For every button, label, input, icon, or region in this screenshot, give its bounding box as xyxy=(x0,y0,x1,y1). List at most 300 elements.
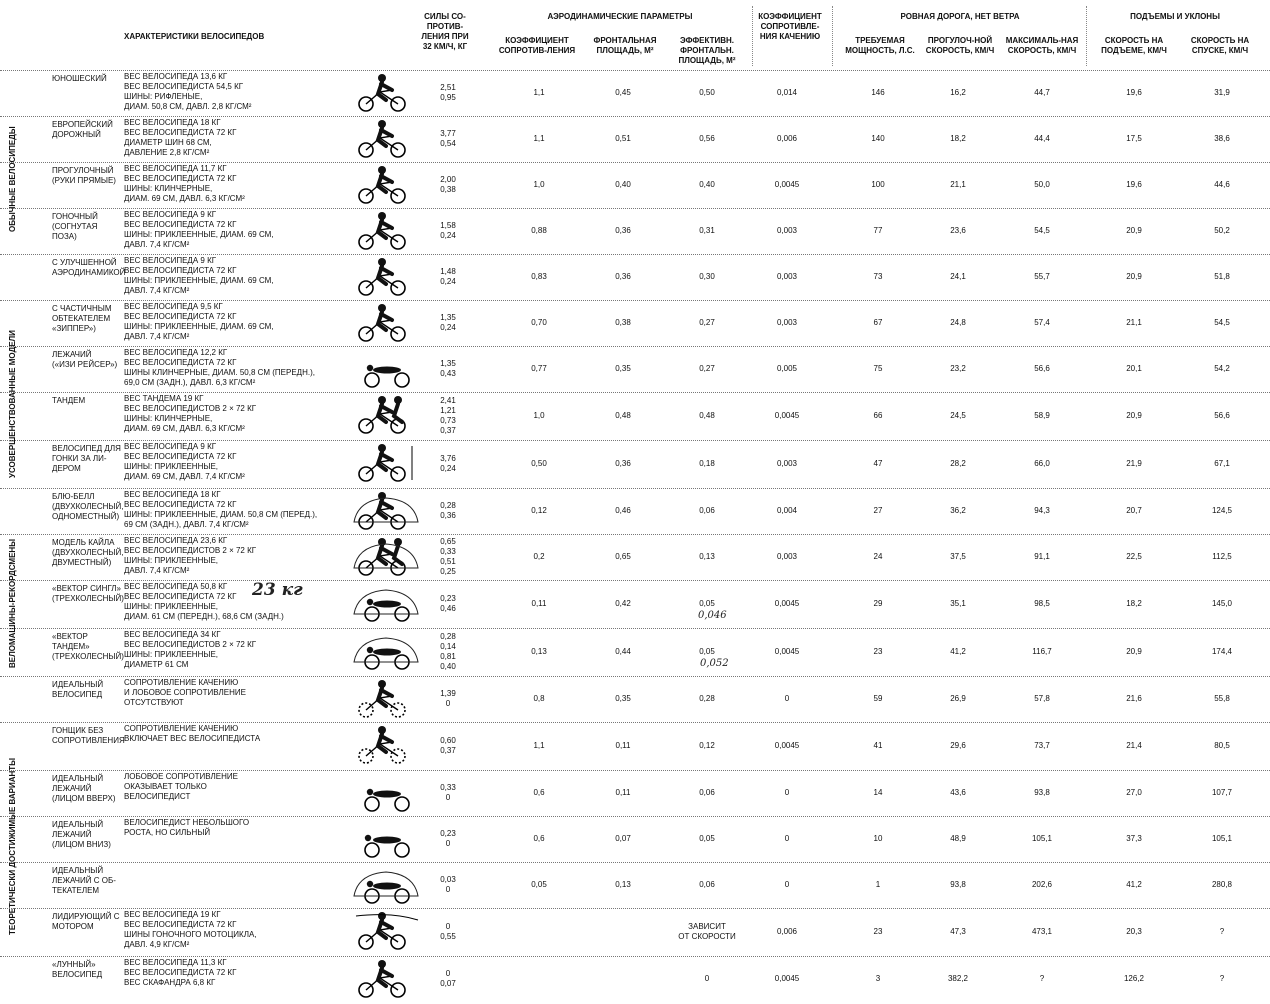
row-separator xyxy=(0,208,1270,209)
value-efa: 0,13 xyxy=(699,552,715,561)
section-improved: УСОВЕРШЕНСТВОВАННЫЕ МОДЕЛИ xyxy=(8,330,17,478)
value-power: 77 xyxy=(873,226,883,235)
value-max: 91,1 xyxy=(1034,552,1050,561)
value-crr: 0,0045 xyxy=(774,974,800,983)
value-up: 17,5 xyxy=(1126,134,1142,143)
handwritten-note-2: 0,052 xyxy=(700,658,729,669)
resistance-forces: 0,33 0 xyxy=(440,783,456,802)
value-fa: 0,42 xyxy=(615,599,631,608)
table-row xyxy=(0,346,1270,392)
bicycle-illustration xyxy=(352,72,420,112)
value-power: 59 xyxy=(873,694,883,703)
table-row xyxy=(0,628,1270,676)
value-up: 20,9 xyxy=(1126,411,1142,420)
row-separator xyxy=(0,162,1270,163)
value-fa: 0,35 xyxy=(615,694,631,703)
bike-specs: ВЕЛОСИПЕДИСТ НЕБОЛЬШОГО РОСТА, НО СИЛЬНЫЙ xyxy=(124,818,250,837)
value-cd: 0,6 xyxy=(533,834,545,843)
value-cruise: 24,8 xyxy=(950,318,966,327)
value-down: 280,8 xyxy=(1211,880,1233,889)
value-power: 146 xyxy=(871,88,885,97)
value-efa: 0,28 xyxy=(699,694,715,703)
value-power: 66 xyxy=(873,411,883,420)
value-down: 54,5 xyxy=(1214,318,1230,327)
row-separator xyxy=(0,770,1270,771)
bike-specs: ВЕС ВЕЛОСИПЕДА 11,3 КГ ВЕС ВЕЛОСИПЕДИСТА 72 КГ ВЕС СКАФАНДРА 6,8 КГ xyxy=(124,958,237,987)
value-crr: 0,003 xyxy=(776,552,798,561)
handwritten-weight-fix: 23 кг xyxy=(252,580,303,600)
resistance-forces: 0,23 0,46 xyxy=(440,594,456,613)
value-power: 1 xyxy=(875,880,881,889)
value-power: 29 xyxy=(873,599,883,608)
table-row xyxy=(0,534,1270,580)
resistance-forces: 0 0,07 xyxy=(440,969,456,988)
value-down: 112,5 xyxy=(1212,552,1232,561)
value-fa: 0,36 xyxy=(615,226,631,235)
value-max: 58,9 xyxy=(1034,411,1050,420)
bike-specs: ВЕС ВЕЛОСИПЕДА 9 КГ ВЕС ВЕЛОСИПЕДИСТА 72 КГ ШИНЫ: ПРИКЛЕЕННЫЕ, ДИАМ. 69 СМ, ДАВЛ. 7,4 КГ/СМ² xyxy=(124,256,274,295)
value-cruise: 18,2 xyxy=(950,134,966,143)
value-fa: 0,46 xyxy=(615,506,631,515)
bike-name: ГОНЩИК БЕЗ СОПРОТИВЛЕНИЯ xyxy=(52,726,125,745)
value-power: 27 xyxy=(873,506,883,515)
row-separator xyxy=(0,254,1270,255)
value-power: 10 xyxy=(873,834,883,843)
value-efa: 0,05 xyxy=(699,599,715,608)
value-cruise: 24,1 xyxy=(950,272,966,281)
bike-name: «ВЕКТОР СИНГЛ» (ТРЕХКОЛЕСНЫЙ) xyxy=(52,584,124,603)
resistance-forces: 3,77 0,54 xyxy=(440,129,456,148)
table-row xyxy=(0,392,1270,440)
value-max: 57,8 xyxy=(1034,694,1050,703)
row-separator xyxy=(0,956,1270,957)
value-up: 20,9 xyxy=(1126,272,1142,281)
header-resistance-force: СИЛЫ СО-ПРОТИВ-ЛЕНИЯ ПРИ 32 КМ/Ч, КГ xyxy=(421,12,469,51)
value-max: 57,4 xyxy=(1034,318,1050,327)
value-cruise: 23,6 xyxy=(950,226,966,235)
bicycle-illustration xyxy=(352,442,420,482)
value-down: 124,5 xyxy=(1211,506,1233,515)
illustration-box xyxy=(352,164,420,204)
illustration-box xyxy=(352,582,420,622)
bike-name: ГОНОЧНЫЙ (СОГНУТАЯ ПОЗА) xyxy=(52,212,98,241)
value-down: 44,6 xyxy=(1214,180,1230,189)
bike-name: С УЛУЧШЕННОЙ АЭРОДИНАМИКОЙ xyxy=(52,258,126,277)
resistance-forces: 1,39 0 xyxy=(440,689,456,708)
resistance-forces: 0,23 0 xyxy=(440,829,456,848)
bike-specs: ВЕС ВЕЛОСИПЕДА 13,6 КГ ВЕС ВЕЛОСИПЕДИСТА 54,5 КГ ШИНЫ: РИФЛЕНЫЕ, ДИАМ. 50,8 СМ, ДАВЛ. 2,8 КГ/СМ² xyxy=(124,72,252,111)
row-separator xyxy=(0,816,1270,817)
value-crr: 0,0045 xyxy=(774,411,800,420)
value-cruise: 29,6 xyxy=(950,741,966,750)
bike-specs: ВЕС ВЕЛОСИПЕДА 34 КГ ВЕС ВЕЛОСИПЕДИСТОВ 2 × 72 КГ ШИНЫ: ПРИКЛЕЕННЫЕ, ДИАМЕТР 61 СМ xyxy=(124,630,257,669)
bike-specs: ВЕС ВЕЛОСИПЕДА 18 КГ ВЕС ВЕЛОСИПЕДИСТА 72 КГ ДИАМЕТР ШИН 68 СМ, ДАВЛЕНИЕ 2,8 КГ/СМ² xyxy=(124,118,237,157)
header-max-speed: МАКСИМАЛЬ-НАЯ СКОРОСТЬ, КМ/Ч xyxy=(1005,36,1079,55)
value-crr: 0,0045 xyxy=(774,180,800,189)
value-cd: 0,6 xyxy=(533,788,545,797)
value-max: 98,5 xyxy=(1034,599,1050,608)
bike-name: ПРОГУЛОЧНЫЙ (РУКИ ПРЯМЫЕ) xyxy=(52,166,116,185)
value-cruise: 43,6 xyxy=(950,788,966,797)
value-power: 47 xyxy=(873,459,883,468)
illustration-box xyxy=(352,772,420,812)
value-up: 22,5 xyxy=(1126,552,1142,561)
value-up: 41,2 xyxy=(1126,880,1142,889)
section-records: ВЕЛОМАШИНЫ-РЕКОРДСМЕНЫ xyxy=(8,538,17,668)
bicycle-illustration xyxy=(352,348,420,388)
value-efa: 0,27 xyxy=(699,318,715,327)
value-crr: 0,004 xyxy=(776,506,798,515)
bike-name: С ЧАСТИЧНЫМ ОБТЕКАТЕЛЕМ «ЗИППЕР») xyxy=(52,304,112,333)
illustration-box xyxy=(352,72,420,112)
table-row xyxy=(0,862,1270,908)
value-fa: 0,38 xyxy=(615,318,631,327)
value-cd: 1,1 xyxy=(533,741,545,750)
illustration-box xyxy=(352,442,420,482)
illustration-box xyxy=(352,536,420,576)
value-cd: 0,2 xyxy=(533,552,545,561)
value-down: 145,0 xyxy=(1211,599,1233,608)
resistance-forces: 3,76 0,24 xyxy=(440,454,456,473)
bike-name: ТАНДЕМ xyxy=(52,396,86,405)
resistance-forces: 1,35 0,43 xyxy=(440,359,456,378)
value-efa: 0,06 xyxy=(699,506,715,515)
header-divider xyxy=(832,6,833,66)
row-separator xyxy=(0,392,1270,393)
value-power: 140 xyxy=(871,134,885,143)
illustration-box xyxy=(352,302,420,342)
bicycle-illustration xyxy=(352,164,420,204)
illustration-box xyxy=(352,256,420,296)
value-power: 75 xyxy=(873,364,883,373)
value-crr: 0,003 xyxy=(776,226,798,235)
table-row xyxy=(0,676,1270,722)
value-efa: 0,56 xyxy=(699,134,715,143)
value-down: 67,1 xyxy=(1214,459,1230,468)
illustration-box xyxy=(352,394,420,434)
value-crr: 0 xyxy=(784,694,790,703)
value-up: 21,9 xyxy=(1126,459,1142,468)
value-crr: 0 xyxy=(784,834,790,843)
illustration-box xyxy=(352,910,420,950)
resistance-forces: 0,65 0,33 0,51 0,25 xyxy=(440,537,456,576)
value-max: 44,7 xyxy=(1034,88,1050,97)
value-max: 66,0 xyxy=(1034,459,1050,468)
row-separator xyxy=(0,534,1270,535)
value-efa: 0,50 xyxy=(699,88,715,97)
header-up: СКОРОСТЬ НА ПОДЪЕМЕ, КМ/Ч xyxy=(1101,36,1167,55)
value-efa: 0,18 xyxy=(699,459,715,468)
value-max: 50,0 xyxy=(1034,180,1050,189)
row-separator xyxy=(0,628,1270,629)
value-max: 55,7 xyxy=(1034,272,1050,281)
value-efa: 0,05 xyxy=(699,834,715,843)
illustration-box xyxy=(352,118,420,158)
value-power: 23 xyxy=(873,647,883,656)
value-cruise: 24,5 xyxy=(950,411,966,420)
value-cd: 0,12 xyxy=(531,506,547,515)
value-max: 56,6 xyxy=(1034,364,1050,373)
value-up: 27,0 xyxy=(1126,788,1142,797)
value-fa: 0,36 xyxy=(615,272,631,281)
bike-specs: ВЕС ВЕЛОСИПЕДА 9 КГ ВЕС ВЕЛОСИПЕДИСТА 72 КГ ШИНЫ: ПРИКЛЕЕННЫЕ, ДИАМ. 69 СМ, ДАВЛ. 7,4 КГ/СМ² xyxy=(124,442,245,481)
value-max: 93,8 xyxy=(1034,788,1050,797)
value-power: 23 xyxy=(873,927,883,936)
table-row xyxy=(0,956,1270,1002)
value-power: 24 xyxy=(873,552,883,561)
bicycle-illustration xyxy=(352,910,420,950)
resistance-forces: 1,35 0,24 xyxy=(440,313,456,332)
value-down: 55,8 xyxy=(1214,694,1230,703)
value-fa: 0,65 xyxy=(615,552,631,561)
section-theoretical: ТЕОРЕТИЧЕСКИ ДОСТИЖИМЫЕ ВАРИАНТЫ xyxy=(8,757,17,935)
bike-specs: ВЕС ВЕЛОСИПЕДА 12,2 КГ ВЕС ВЕЛОСИПЕДИСТА 72 КГ ШИНЫ КЛИНЧЕРНЫЕ, ДИАМ. 50,8 СМ (ПЕРЕДН.), 69,0 СМ (ЗАДН.), ДАВЛ. 6,3 КГ/СМ² xyxy=(124,348,315,387)
resistance-forces: 0 0,55 xyxy=(440,922,456,941)
resistance-forces: 0,03 0 xyxy=(440,875,456,894)
value-fa: 0,07 xyxy=(615,834,631,843)
value-down: 56,6 xyxy=(1214,411,1230,420)
bicycle-illustration xyxy=(352,864,420,904)
bike-name: МОДЕЛЬ КАЙЛА (ДВУХКОЛЕСНЫЙ, ДВУМЕСТНЫЙ) xyxy=(52,538,124,567)
row-separator xyxy=(0,440,1270,441)
value-cd: 0,88 xyxy=(531,226,547,235)
value-down: 54,2 xyxy=(1214,364,1230,373)
bicycle-illustration xyxy=(352,118,420,158)
bicycle-illustration xyxy=(352,724,420,764)
value-cd: 1,0 xyxy=(533,411,545,420)
value-power: 100 xyxy=(871,180,885,189)
header-divider xyxy=(752,6,753,66)
bike-name: ЮНОШЕСКИЙ xyxy=(52,74,107,83)
bike-name: ЕВРОПЕЙСКИЙ ДОРОЖНЫЙ xyxy=(52,120,113,139)
section-ordinary: ОБЫЧНЫЕ ВЕЛОСИПЕДЫ xyxy=(8,126,17,232)
bicycle-illustration xyxy=(352,772,420,812)
value-efa: 0,48 xyxy=(699,411,715,420)
value-down: 31,9 xyxy=(1214,88,1230,97)
value-up: 126,2 xyxy=(1123,974,1145,983)
value-cruise: 26,9 xyxy=(950,694,966,703)
value-down: 38,6 xyxy=(1214,134,1230,143)
bicycle-illustration xyxy=(352,210,420,250)
value-cruise: 93,8 xyxy=(950,880,966,889)
table-row xyxy=(0,440,1270,488)
bike-name: ЛИДИРУЮЩИЙ С МОТОРОМ xyxy=(52,912,120,931)
value-fa: 0,11 xyxy=(615,741,631,750)
value-down: 174,4 xyxy=(1211,647,1233,656)
value-fa: 0,44 xyxy=(615,647,631,656)
value-power: 3 xyxy=(875,974,881,983)
bike-specs: ВЕС ВЕЛОСИПЕДА 23,6 КГ ВЕС ВЕЛОСИПЕДИСТОВ 2 × 72 КГ ШИНЫ: ПРИКЛЕЕННЫЕ, ДАВЛ. 7,4 КГ/СМ² xyxy=(124,536,257,575)
value-efa: 0,31 xyxy=(699,226,715,235)
value-max: 54,5 xyxy=(1034,226,1050,235)
bike-specs: ВЕС ВЕЛОСИПЕДА 50,8 КГ ВЕС ВЕЛОСИПЕДИСТА 72 КГ ШИНЫ: ПРИКЛЕЕННЫЕ, ДИАМ. 61 СМ (ПЕРЕДН.), 68,6 СМ (ЗАДН.) xyxy=(124,582,284,621)
value-max: 202,6 xyxy=(1031,880,1053,889)
value-cruise: 23,2 xyxy=(950,364,966,373)
value-cruise: 21,1 xyxy=(950,180,966,189)
table-row xyxy=(0,254,1270,300)
value-cruise: 47,3 xyxy=(950,927,966,936)
bicycle-illustration xyxy=(352,678,420,718)
value-cd: 1,1 xyxy=(533,134,545,143)
table-row xyxy=(0,116,1270,162)
value-cruise: 48,9 xyxy=(950,834,966,843)
bicycle-illustration xyxy=(352,394,420,434)
bike-name: БЛЮ-БЕЛЛ (ДВУХКОЛЕСНЫЙ, ОДНОМЕСТНЫЙ) xyxy=(52,492,124,521)
row-separator xyxy=(0,116,1270,117)
illustration-box xyxy=(352,724,420,764)
bike-name: «ЛУННЫЙ» ВЕЛОСИПЕД xyxy=(52,960,103,979)
header-aero-group: АЭРОДИНАМИЧЕСКИЕ ПАРАМЕТРЫ xyxy=(547,12,693,21)
header-frontal-area: ФРОНТАЛЬНАЯ ПЛОЩАДЬ, М² xyxy=(593,36,657,55)
illustration-box xyxy=(352,958,420,998)
value-up: 20,9 xyxy=(1126,226,1142,235)
value-up: 19,6 xyxy=(1126,180,1142,189)
value-fa: 0,45 xyxy=(615,88,631,97)
row-separator xyxy=(0,488,1270,489)
value-crr: 0,006 xyxy=(776,134,798,143)
value-down: ? xyxy=(1219,974,1225,983)
resistance-forces: 0,28 0,14 0,81 0,40 xyxy=(440,632,456,671)
value-fa: 0,13 xyxy=(615,880,631,889)
value-crr: 0 xyxy=(784,880,790,889)
value-cruise: 382,2 xyxy=(947,974,969,983)
value-up: 20,7 xyxy=(1126,506,1142,515)
bike-specs: ВЕС ВЕЛОСИПЕДА 11,7 КГ ВЕС ВЕЛОСИПЕДИСТА 72 КГ ШИНЫ: КЛИНЧЕРНЫЕ, ДИАМ. 69 СМ, ДАВЛ. 6,3 КГ/СМ² xyxy=(124,164,245,203)
value-up: 20,3 xyxy=(1126,927,1142,936)
value-fa: 0,40 xyxy=(615,180,631,189)
value-cd: 0,13 xyxy=(531,647,547,656)
bicycle-illustration xyxy=(352,256,420,296)
value-cd: 1,1 xyxy=(533,88,545,97)
header-slopes-group: ПОДЪЕМЫ И УКЛОНЫ xyxy=(1130,12,1220,21)
table-row xyxy=(0,816,1270,862)
value-efa: 0 xyxy=(704,974,710,983)
bike-name: ИДЕАЛЬНЫЙ ЛЕЖАЧИЙ (ЛИЦОМ ВНИЗ) xyxy=(52,820,111,849)
value-up: 21,6 xyxy=(1126,694,1142,703)
value-cd: 0,11 xyxy=(531,599,547,608)
bike-specs: ВЕС ВЕЛОСИПЕДА 9,5 КГ ВЕС ВЕЛОСИПЕДИСТА 72 КГ ШИНЫ: ПРИКЛЕЕННЫЕ, ДИАМ. 69 СМ, ДАВЛ. 7,4 КГ/СМ² xyxy=(124,302,274,341)
bike-name: «ВЕКТОР ТАНДЕМ» (ТРЕХКОЛЕСНЫЙ) xyxy=(52,632,124,661)
value-up: 21,4 xyxy=(1126,741,1142,750)
header-rolling-coef: КОЭФФИЦИЕНТ СОПРОТИВЛЕ-НИЯ КАЧЕНИЮ xyxy=(758,12,822,41)
value-crr: 0,005 xyxy=(776,364,798,373)
header-power: ТРЕБУЕМАЯ МОЩНОСТЬ, Л.С. xyxy=(845,36,915,55)
bike-name: ЛЕЖАЧИЙ («ИЗИ РЕЙСЕР») xyxy=(52,350,118,369)
row-separator xyxy=(0,676,1270,677)
resistance-forces: 2,00 0,38 xyxy=(440,175,456,194)
value-efa: 0,30 xyxy=(699,272,715,281)
bicycle-illustration xyxy=(352,490,420,530)
header-drag-coef: КОЭФФИЦИЕНТ СОПРОТИВ-ЛЕНИЯ xyxy=(498,36,576,55)
table-row xyxy=(0,70,1270,116)
value-max: ? xyxy=(1039,974,1045,983)
value-cd: 0,50 xyxy=(531,459,547,468)
value-cruise: 36,2 xyxy=(950,506,966,515)
value-cruise: 28,2 xyxy=(950,459,966,468)
value-cd: 0,77 xyxy=(531,364,547,373)
value-down: 105,1 xyxy=(1211,834,1233,843)
table-row xyxy=(0,722,1270,770)
value-up: 21,1 xyxy=(1126,318,1142,327)
value-down: ? xyxy=(1219,927,1225,936)
row-separator xyxy=(0,908,1270,909)
bike-specs: ЛОБОВОЕ СОПРОТИВЛЕНИЕ ОКАЗЫВАЕТ ТОЛЬКО ВЕЛОСИПЕДИСТ xyxy=(124,772,238,801)
value-max: 473,1 xyxy=(1031,927,1053,936)
value-power: 73 xyxy=(873,272,883,281)
value-down: 107,7 xyxy=(1211,788,1233,797)
table-row xyxy=(0,162,1270,208)
row-separator xyxy=(0,70,1270,71)
row-separator xyxy=(0,346,1270,347)
value-efa: 0,40 xyxy=(699,180,715,189)
value-cruise: 35,1 xyxy=(950,599,966,608)
illustration-box xyxy=(352,630,420,670)
value-max: 73,7 xyxy=(1034,741,1050,750)
value-max: 44,4 xyxy=(1034,134,1050,143)
table-row xyxy=(0,300,1270,346)
illustration-box xyxy=(352,348,420,388)
bike-name: ИДЕАЛЬНЫЙ ВЕЛОСИПЕД xyxy=(52,680,104,699)
value-cruise: 37,5 xyxy=(950,552,966,561)
value-efa: 0,05 xyxy=(699,647,715,656)
value-efa: 0,06 xyxy=(699,880,715,889)
value-power: 14 xyxy=(873,788,883,797)
value-power: 67 xyxy=(873,318,883,327)
value-efa: ЗАВИСИТ ОТ СКОРОСТИ xyxy=(678,922,736,941)
value-fa: 0,51 xyxy=(615,134,631,143)
illustration-box xyxy=(352,864,420,904)
value-cruise: 41,2 xyxy=(950,647,966,656)
value-efa: 0,27 xyxy=(699,364,715,373)
value-cruise: 16,2 xyxy=(950,88,966,97)
value-crr: 0 xyxy=(784,788,790,797)
value-cd: 1,0 xyxy=(533,180,545,189)
value-efa: 0,06 xyxy=(699,788,715,797)
value-max: 116,7 xyxy=(1032,647,1052,656)
bike-specs: ВЕС ВЕЛОСИПЕДА 18 КГ ВЕС ВЕЛОСИПЕДИСТА 72 КГ ШИНЫ: ПРИКЛЕЕННЫЕ, ДИАМ. 50,8 СМ (ПЕРЕД.), 69 СМ (ЗАДН.), ДАВЛ. 7,4 КГ/СМ² xyxy=(124,490,318,529)
value-crr: 0,0045 xyxy=(774,741,800,750)
value-fa: 0,48 xyxy=(615,411,631,420)
value-crr: 0,003 xyxy=(776,318,798,327)
bike-specs: СОПРОТИВЛЕНИЕ КАЧЕНИЮ И ЛОБОВОЕ СОПРОТИВЛЕНИЕ ОТСУТСТВУЮТ xyxy=(124,678,246,707)
value-up: 19,6 xyxy=(1126,88,1142,97)
value-crr: 0,0045 xyxy=(774,599,800,608)
resistance-forces: 2,41 1,21 0,73 0,37 xyxy=(440,396,456,435)
resistance-forces: 0,28 0,36 xyxy=(440,501,456,520)
resistance-forces: 1,58 0,24 xyxy=(440,221,456,240)
table-row xyxy=(0,488,1270,534)
table-row xyxy=(0,770,1270,816)
illustration-box xyxy=(352,678,420,718)
resistance-forces: 2,51 0,95 xyxy=(440,83,456,102)
value-fa: 0,35 xyxy=(615,364,631,373)
value-up: 20,1 xyxy=(1126,364,1142,373)
header-characteristics: ХАРАКТЕРИСТИКИ ВЕЛОСИПЕДОВ xyxy=(124,32,265,41)
row-separator xyxy=(0,300,1270,301)
value-crr: 0,014 xyxy=(776,88,798,97)
value-down: 50,2 xyxy=(1214,226,1230,235)
value-power: 41 xyxy=(873,741,883,750)
table-row xyxy=(0,208,1270,254)
value-cd: 0,05 xyxy=(531,880,547,889)
bicycle-illustration xyxy=(352,818,420,858)
value-cd: 0,8 xyxy=(533,694,545,703)
bicycle-illustration xyxy=(352,630,420,670)
table-row xyxy=(0,580,1270,628)
bike-name: ИДЕАЛЬНЫЙ ЛЕЖАЧИЙ С ОБ- ТЕКАТЕЛЕМ xyxy=(52,866,116,895)
handwritten-note-1: 0,046 xyxy=(698,610,727,621)
illustration-box xyxy=(352,818,420,858)
